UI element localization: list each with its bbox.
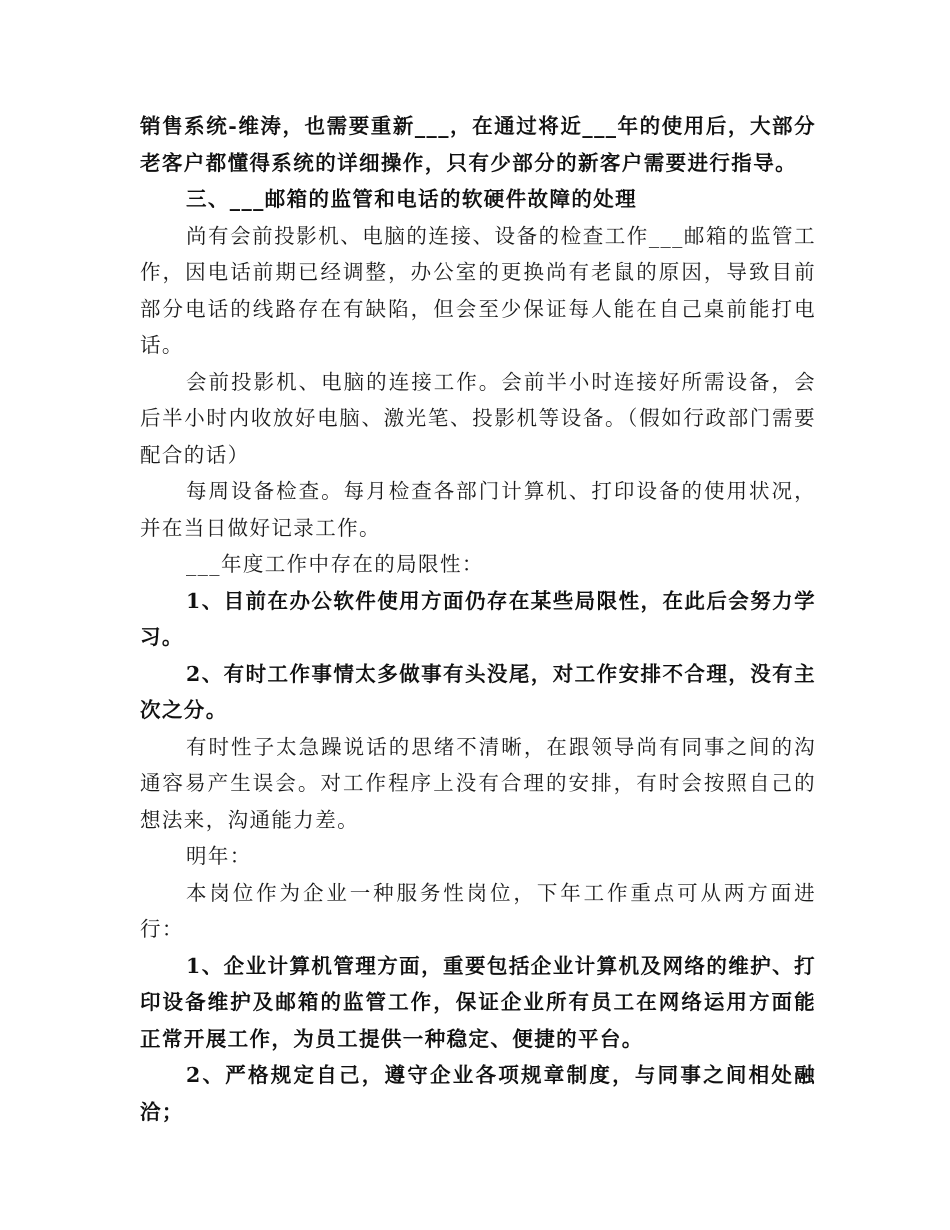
- paragraph-weekly-check: 每周设备检查。每月检查各部门计算机、打印设备的使用状况，并在当日做好记录工作。: [140, 479, 816, 540]
- list-item-plan-1: 1、企业计算机管理方面，重要包括企业计算机及网络的维护、打印设备维护及邮箱的监管工作，保证企业所有员工在网络运用方面能正常开展工作，为员工提供一种稳定、便捷的平台。: [140, 953, 816, 1051]
- list-item-limitation-1: 1、目前在办公软件使用方面仍存在某些局限性，在此后会努力学习。: [140, 588, 816, 649]
- paragraph-limitations-heading: ___年度工作中存在的局限性：: [186, 552, 484, 576]
- paragraph-projector-connection: 会前投影机、电脑的连接工作。会前半小时连接好所需设备，会后半小时内收放好电脑、激光笔、投影机等设备。（假如行政部门需要配合的话）: [140, 369, 816, 467]
- list-item-plan-2: 2、严格规定自己，遵守企业各项规章制度，与同事之间相处融洽；: [140, 1063, 816, 1124]
- paragraph-equipment-check: 尚有会前投影机、电脑的连接、设备的检查工作___邮箱的监管工作，因电话前期已经调整，办公室的更换尚有老鼠的原因，导致目前部分电话的线路存在有缺陷，但会至少保证每人能在自己桌前能打电话。: [140, 223, 816, 357]
- section-heading-3: 三、___邮箱的监管和电话的软硬件故障的处理: [186, 187, 638, 211]
- paragraph-sales-system: 销售系统-维涛，也需要重新___，在通过将近___年的使用后，大部分老客户都懂得系统的详细操作，只有少部分的新客户需要进行指导。: [140, 114, 816, 175]
- document-page: [140, 108, 816, 1130]
- paragraph-communication: 有时性子太急躁说话的思绪不清晰，在跟领导尚有同事之间的沟通容易产生误会。对工作程序上没有合理的安排，有时会按照自己的想法来，沟通能力差。: [140, 734, 816, 832]
- paragraph-next-year-intro: 本岗位作为企业一种服务性岗位，下年工作重点可从两方面进行：: [140, 880, 816, 941]
- list-item-limitation-2: 2、有时工作事情太多做事有头没尾，对工作安排不合理，没有主次之分。: [140, 661, 816, 722]
- paragraph-next-year-heading: 明年：: [186, 844, 252, 868]
